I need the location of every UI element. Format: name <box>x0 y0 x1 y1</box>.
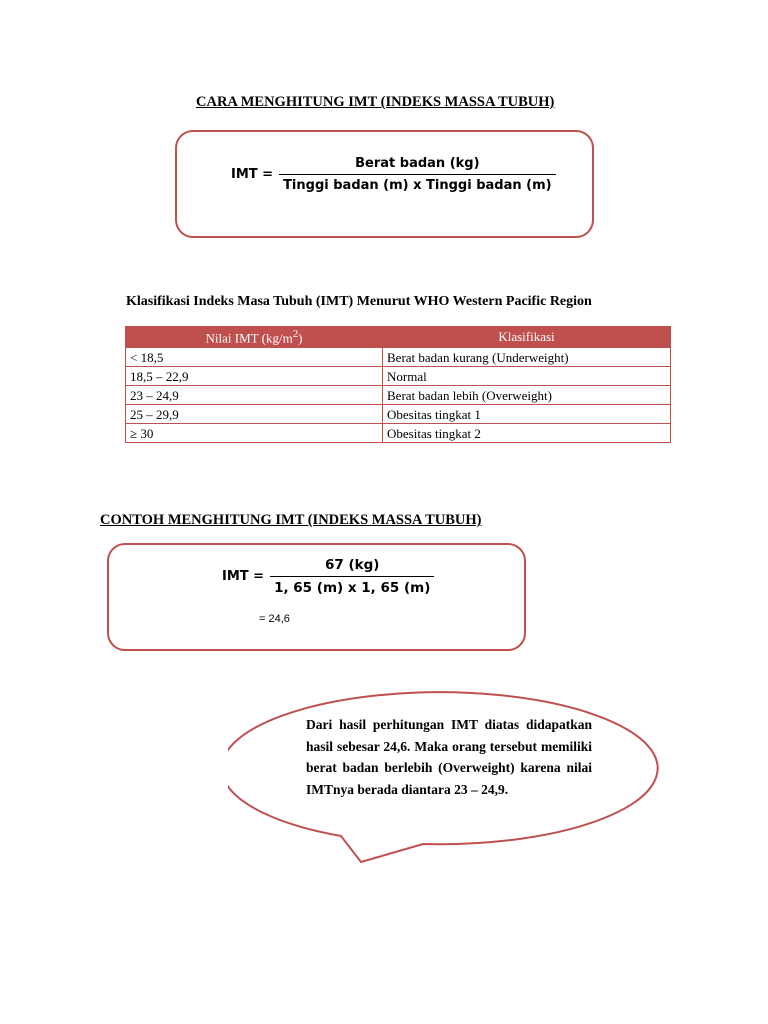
formula-numerator: Berat badan (kg) <box>355 156 480 171</box>
row-label: Obesitas tingkat 1 <box>383 405 671 424</box>
example-formula <box>222 557 434 596</box>
header-klasifikasi: Klasifikasi <box>383 327 671 348</box>
formula-denominator: Tinggi badan (m) x Tinggi badan (m) <box>279 174 556 193</box>
row-label: Berat badan kurang (Underweight) <box>383 348 671 367</box>
formula-fraction <box>279 156 556 193</box>
table-row <box>126 367 671 386</box>
callout-text: Dari hasil perhitungan IMT diatas didapatkan hasil sebesar 24,6. Maka orang tersebut memiliki berat badan berlebih (Overweight) karena nilai IMTnya berada diantara 23 – 24,9. <box>306 717 592 797</box>
imt-formula <box>231 156 556 193</box>
example-formula-lhs: IMT = <box>222 569 265 584</box>
row-range: 25 – 29,9 <box>126 405 383 424</box>
classification-table <box>125 326 671 443</box>
example-denominator: 1, 65 (m) x 1, 65 (m) <box>270 576 434 596</box>
header-nilai-imt <box>126 327 383 348</box>
row-range: 23 – 24,9 <box>126 386 383 405</box>
example-numerator: 67 (kg) <box>325 557 380 573</box>
example-formula-box <box>107 543 526 651</box>
example-result: = 24,6 <box>259 613 290 625</box>
row-label: Berat badan lebih (Overweight) <box>383 386 671 405</box>
formula-lhs: IMT = <box>231 167 274 182</box>
example-heading: CONTOH MENGHITUNG IMT (INDEKS MASSA TUBUH) <box>100 512 482 528</box>
header-superscript: 2 <box>292 327 299 340</box>
row-range: 18,5 – 22,9 <box>126 367 383 386</box>
formula-box <box>175 130 594 238</box>
row-range: ≥ 30 <box>126 424 383 443</box>
page-title: CARA MENGHITUNG IMT (INDEKS MASSA TUBUH) <box>196 94 555 110</box>
table-row <box>126 424 671 443</box>
row-label: Normal <box>383 367 671 386</box>
table-row <box>126 405 671 424</box>
row-label: Obesitas tingkat 2 <box>383 424 671 443</box>
classification-title: Klasifikasi Indeks Masa Tubuh (IMT) Menurut WHO Western Pacific Region <box>126 294 592 309</box>
table-row <box>126 386 671 405</box>
table-header-row <box>126 327 671 348</box>
example-fraction <box>270 557 434 596</box>
table-row <box>126 348 671 367</box>
row-range: < 18,5 <box>126 348 383 367</box>
header-nilai-imt-text: Nilai IMT (kg/m <box>205 330 293 346</box>
header-close-paren: ) <box>298 330 303 346</box>
